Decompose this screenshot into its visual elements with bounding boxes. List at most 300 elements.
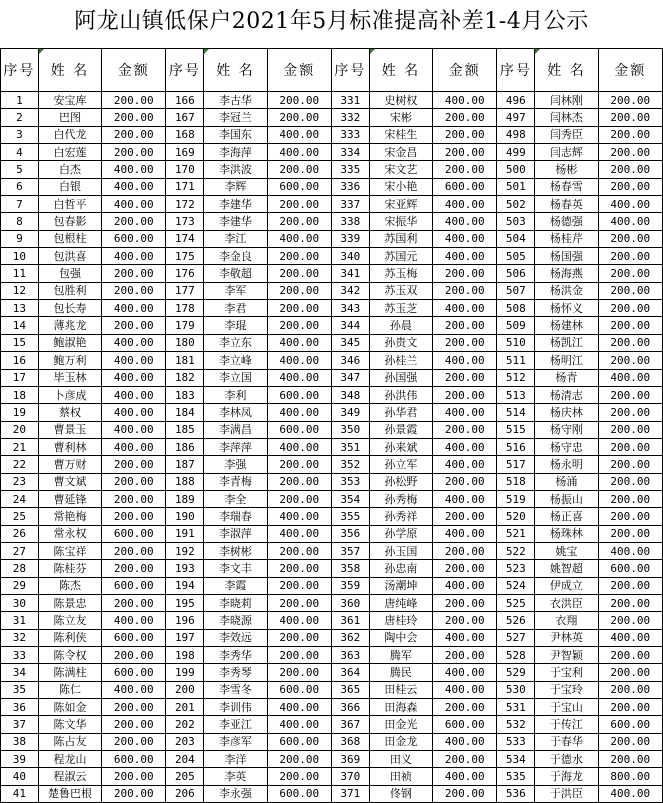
table-row	[1, 664, 663, 681]
seq-cell: 521	[497, 525, 535, 542]
seq-cell: 19	[1, 404, 39, 421]
name-cell: 孙晨	[369, 317, 432, 334]
table-row	[1, 647, 663, 664]
name-cell: 尹林英	[535, 629, 598, 646]
table-row	[1, 300, 663, 317]
seq-cell: 22	[1, 456, 39, 473]
name-cell: 陈令权	[38, 647, 101, 664]
seq-cell: 169	[166, 144, 204, 161]
seq-cell: 178	[166, 300, 204, 317]
name-cell: 腾军	[369, 647, 432, 664]
amount-cell: 200.00	[267, 490, 331, 507]
name-cell: 伊成立	[535, 577, 598, 594]
seq-cell: 506	[497, 265, 535, 282]
name-cell: 田金龙	[369, 733, 432, 750]
name-cell: 宋小艳	[369, 178, 432, 195]
amount-cell: 200.00	[102, 716, 166, 733]
header-cell-name: 姓 名	[204, 49, 267, 92]
amount-cell: 200.00	[267, 213, 331, 230]
name-cell: 李瑞春	[204, 508, 267, 525]
seq-cell: 516	[497, 438, 535, 455]
name-cell: 李文丰	[204, 560, 267, 577]
amount-cell: 400.00	[433, 352, 497, 369]
seq-cell: 366	[331, 699, 369, 716]
amount-cell: 400.00	[267, 126, 331, 143]
seq-cell: 33	[1, 647, 39, 664]
amount-cell: 400.00	[433, 768, 497, 785]
name-cell: 苏玉芝	[369, 300, 432, 317]
name-cell: 孙景霞	[369, 421, 432, 438]
name-cell: 衣翔	[535, 612, 598, 629]
name-cell: 陈立友	[38, 612, 101, 629]
seq-cell: 172	[166, 196, 204, 213]
name-cell: 杨珠林	[535, 525, 598, 542]
name-cell: 李金良	[204, 248, 267, 265]
name-cell: 包春影	[38, 213, 101, 230]
table-row	[1, 716, 663, 733]
amount-cell: 200.00	[102, 213, 166, 230]
seq-cell: 529	[497, 664, 535, 681]
name-cell: 宋文艺	[369, 161, 432, 178]
name-cell: 毕玉林	[38, 369, 101, 386]
amount-cell: 200.00	[433, 282, 497, 299]
seq-cell: 202	[166, 716, 204, 733]
name-cell: 孙贵文	[369, 334, 432, 351]
seq-cell: 168	[166, 126, 204, 143]
seq-cell: 175	[166, 248, 204, 265]
name-cell: 李洪波	[204, 161, 267, 178]
name-cell: 李晓源	[204, 612, 267, 629]
amount-cell: 200.00	[102, 560, 166, 577]
seq-cell: 17	[1, 369, 39, 386]
name-cell: 李军	[204, 282, 267, 299]
table-row	[1, 196, 663, 213]
amount-cell: 200.00	[267, 560, 331, 577]
amount-cell: 800.00	[598, 768, 662, 785]
amount-cell: 600.00	[267, 386, 331, 403]
seq-cell: 532	[497, 716, 535, 733]
name-cell: 苏玉双	[369, 282, 432, 299]
table-row	[1, 213, 663, 230]
seq-cell: 347	[331, 369, 369, 386]
amount-cell: 200.00	[433, 473, 497, 490]
seq-cell: 363	[331, 647, 369, 664]
name-cell: 陈仁	[38, 681, 101, 698]
amount-cell: 600.00	[267, 178, 331, 195]
name-cell: 李国东	[204, 126, 267, 143]
amount-cell: 600.00	[267, 785, 331, 802]
seq-cell: 348	[331, 386, 369, 403]
seq-cell: 196	[166, 612, 204, 629]
seq-cell: 1	[1, 92, 39, 109]
name-cell: 汤潮坤	[369, 577, 432, 594]
amount-cell: 200.00	[267, 768, 331, 785]
seq-cell: 185	[166, 421, 204, 438]
seq-cell: 345	[331, 334, 369, 351]
amount-cell: 400.00	[598, 542, 662, 559]
amount-cell: 200.00	[102, 317, 166, 334]
amount-cell: 200.00	[102, 109, 166, 126]
seq-cell: 182	[166, 369, 204, 386]
name-cell: 李海萍	[204, 144, 267, 161]
name-cell: 陈利侠	[38, 629, 101, 646]
seq-cell: 523	[497, 560, 535, 577]
header-cell-seq: 序号	[166, 49, 204, 92]
name-cell: 于海龙	[535, 768, 598, 785]
seq-cell: 353	[331, 473, 369, 490]
seq-cell: 331	[331, 92, 369, 109]
seq-cell: 338	[331, 213, 369, 230]
seq-cell: 335	[331, 161, 369, 178]
amount-cell: 200.00	[267, 196, 331, 213]
amount-cell: 400.00	[433, 404, 497, 421]
name-cell: 李建华	[204, 213, 267, 230]
name-cell: 曹利林	[38, 438, 101, 455]
header-cell-amount: 金额	[102, 49, 166, 92]
name-cell: 孙忠南	[369, 560, 432, 577]
name-cell: 于德水	[535, 751, 598, 768]
seq-cell: 41	[1, 785, 39, 802]
amount-cell: 200.00	[598, 612, 662, 629]
seq-cell: 525	[497, 594, 535, 611]
table-row	[1, 699, 663, 716]
seq-cell: 206	[166, 785, 204, 802]
seq-cell: 511	[497, 352, 535, 369]
amount-cell: 200.00	[433, 369, 497, 386]
seq-cell: 536	[497, 785, 535, 802]
amount-cell: 200.00	[433, 542, 497, 559]
seq-cell: 36	[1, 699, 39, 716]
name-cell: 杨春雪	[535, 178, 598, 195]
subsidy-table	[0, 48, 663, 803]
table-row	[1, 456, 663, 473]
seq-cell: 10	[1, 248, 39, 265]
seq-cell: 528	[497, 647, 535, 664]
seq-cell: 179	[166, 317, 204, 334]
name-cell: 李立国	[204, 369, 267, 386]
amount-cell: 400.00	[433, 438, 497, 455]
amount-cell: 200.00	[598, 230, 662, 247]
name-cell: 孙玉国	[369, 542, 432, 559]
name-cell: 宋振华	[369, 213, 432, 230]
name-cell: 宋桂生	[369, 126, 432, 143]
amount-cell: 200.00	[102, 473, 166, 490]
amount-cell: 200.00	[598, 317, 662, 334]
seq-cell: 14	[1, 317, 39, 334]
amount-cell: 400.00	[267, 369, 331, 386]
header-cell-seq: 序号	[497, 49, 535, 92]
name-cell: 李霞	[204, 577, 267, 594]
amount-cell: 200.00	[102, 265, 166, 282]
seq-cell: 194	[166, 577, 204, 594]
name-cell: 常永权	[38, 525, 101, 542]
seq-cell: 176	[166, 265, 204, 282]
seq-cell: 341	[331, 265, 369, 282]
table-row	[1, 317, 663, 334]
seq-cell: 187	[166, 456, 204, 473]
name-cell: 姚宝	[535, 542, 598, 559]
seq-cell: 37	[1, 716, 39, 733]
seq-cell: 512	[497, 369, 535, 386]
amount-cell: 200.00	[598, 681, 662, 698]
name-cell: 杨清志	[535, 386, 598, 403]
seq-cell: 352	[331, 456, 369, 473]
seq-cell: 35	[1, 681, 39, 698]
seq-cell: 205	[166, 768, 204, 785]
name-cell: 包胜利	[38, 282, 101, 299]
table-row	[1, 438, 663, 455]
name-cell: 包根柱	[38, 230, 101, 247]
amount-cell: 200.00	[598, 647, 662, 664]
name-cell: 孙秀祥	[369, 508, 432, 525]
seq-cell: 198	[166, 647, 204, 664]
name-cell: 李林凤	[204, 404, 267, 421]
seq-cell: 11	[1, 265, 39, 282]
seq-cell: 500	[497, 161, 535, 178]
name-cell: 杨守忠	[535, 438, 598, 455]
amount-cell: 200.00	[598, 109, 662, 126]
seq-cell: 184	[166, 404, 204, 421]
amount-cell: 200.00	[102, 768, 166, 785]
name-cell: 李全	[204, 490, 267, 507]
seq-cell: 343	[331, 300, 369, 317]
seq-cell: 200	[166, 681, 204, 698]
seq-cell: 515	[497, 421, 535, 438]
seq-cell: 38	[1, 733, 39, 750]
name-cell: 杨桂芹	[535, 230, 598, 247]
amount-cell: 200.00	[433, 785, 497, 802]
name-cell: 孙秀梅	[369, 490, 432, 507]
name-cell: 李英	[204, 768, 267, 785]
name-cell: 曹延锋	[38, 490, 101, 507]
amount-cell: 200.00	[598, 438, 662, 455]
name-cell: 李秀华	[204, 647, 267, 664]
amount-cell: 400.00	[102, 404, 166, 421]
seq-cell: 2	[1, 109, 39, 126]
seq-cell: 28	[1, 560, 39, 577]
amount-cell: 400.00	[267, 230, 331, 247]
amount-cell: 200.00	[433, 109, 497, 126]
amount-cell: 400.00	[433, 300, 497, 317]
amount-cell: 400.00	[267, 144, 331, 161]
seq-cell: 517	[497, 456, 535, 473]
amount-cell: 600.00	[433, 716, 497, 733]
name-cell: 闫林杰	[535, 109, 598, 126]
amount-cell: 200.00	[267, 751, 331, 768]
amount-cell: 400.00	[598, 369, 662, 386]
amount-cell: 200.00	[598, 92, 662, 109]
seq-cell: 349	[331, 404, 369, 421]
name-cell: 杨守刚	[535, 421, 598, 438]
seq-cell: 199	[166, 664, 204, 681]
name-cell: 鲍万利	[38, 352, 101, 369]
seq-cell: 195	[166, 594, 204, 611]
amount-cell: 200.00	[433, 699, 497, 716]
amount-cell: 200.00	[598, 404, 662, 421]
name-cell: 李敬超	[204, 265, 267, 282]
amount-cell: 200.00	[433, 265, 497, 282]
name-cell: 蔡权	[38, 404, 101, 421]
seq-cell: 359	[331, 577, 369, 594]
table-row	[1, 109, 663, 126]
name-cell: 李建华	[204, 196, 267, 213]
name-cell: 杨庆林	[535, 404, 598, 421]
table-row	[1, 560, 663, 577]
seq-cell: 23	[1, 473, 39, 490]
amount-cell: 400.00	[102, 248, 166, 265]
amount-cell: 600.00	[267, 681, 331, 698]
table-row	[1, 92, 663, 109]
seq-cell: 534	[497, 751, 535, 768]
seq-cell: 12	[1, 282, 39, 299]
table-row	[1, 126, 663, 143]
amount-cell: 200.00	[433, 421, 497, 438]
amount-cell: 200.00	[598, 352, 662, 369]
amount-cell: 200.00	[102, 92, 166, 109]
amount-cell: 200.00	[267, 594, 331, 611]
amount-cell: 200.00	[267, 317, 331, 334]
amount-cell: 200.00	[598, 265, 662, 282]
seq-cell: 519	[497, 490, 535, 507]
seq-cell: 337	[331, 196, 369, 213]
name-cell: 于洪臣	[535, 785, 598, 802]
seq-cell: 496	[497, 92, 535, 109]
name-cell: 孙来斌	[369, 438, 432, 455]
amount-cell: 200.00	[433, 386, 497, 403]
table-row	[1, 369, 663, 386]
seq-cell: 340	[331, 248, 369, 265]
name-cell: 李树彬	[204, 542, 267, 559]
seq-cell: 364	[331, 664, 369, 681]
table-row	[1, 629, 663, 646]
amount-cell: 200.00	[433, 647, 497, 664]
amount-cell: 200.00	[598, 300, 662, 317]
seq-cell: 173	[166, 213, 204, 230]
amount-cell: 200.00	[102, 785, 166, 802]
seq-cell: 197	[166, 629, 204, 646]
seq-cell: 508	[497, 300, 535, 317]
name-cell: 史树权	[369, 92, 432, 109]
table-row	[1, 612, 663, 629]
amount-cell: 200.00	[598, 421, 662, 438]
name-cell: 田祯	[369, 768, 432, 785]
name-cell: 杨涌	[535, 473, 598, 490]
seq-cell: 497	[497, 109, 535, 126]
name-cell: 白哲平	[38, 196, 101, 213]
seq-cell: 371	[331, 785, 369, 802]
table-row	[1, 768, 663, 785]
amount-cell: 400.00	[102, 386, 166, 403]
header-cell-seq: 序号	[331, 49, 369, 92]
name-cell: 李雪冬	[204, 681, 267, 698]
amount-cell: 200.00	[598, 144, 662, 161]
amount-cell: 200.00	[267, 265, 331, 282]
name-cell: 包洪喜	[38, 248, 101, 265]
amount-cell: 400.00	[267, 612, 331, 629]
seq-cell: 9	[1, 230, 39, 247]
amount-cell: 200.00	[598, 490, 662, 507]
seq-cell: 370	[331, 768, 369, 785]
name-cell: 杨彬	[535, 161, 598, 178]
document-title: 阿龙山镇低保户2021年5月标准提高补差1-4月公示	[74, 9, 589, 34]
amount-cell: 200.00	[598, 594, 662, 611]
table-row	[1, 282, 663, 299]
amount-cell: 600.00	[267, 421, 331, 438]
amount-cell: 400.00	[267, 438, 331, 455]
amount-cell: 400.00	[267, 716, 331, 733]
amount-cell: 600.00	[102, 664, 166, 681]
name-cell: 鲍淑艳	[38, 334, 101, 351]
amount-cell: 200.00	[598, 282, 662, 299]
seq-cell: 530	[497, 681, 535, 698]
name-cell: 于宝玲	[535, 681, 598, 698]
amount-cell: 400.00	[267, 699, 331, 716]
amount-cell: 400.00	[267, 334, 331, 351]
name-cell: 陈景忠	[38, 594, 101, 611]
seq-cell: 204	[166, 751, 204, 768]
seq-cell: 332	[331, 109, 369, 126]
name-cell: 程龙山	[38, 751, 101, 768]
amount-cell: 400.00	[102, 438, 166, 455]
amount-cell: 200.00	[598, 664, 662, 681]
amount-cell: 200.00	[598, 699, 662, 716]
amount-cell: 600.00	[102, 230, 166, 247]
amount-cell: 200.00	[598, 733, 662, 750]
amount-cell: 600.00	[102, 751, 166, 768]
amount-cell: 200.00	[433, 612, 497, 629]
seq-cell: 334	[331, 144, 369, 161]
name-cell: 杨凯江	[535, 334, 598, 351]
seq-cell: 180	[166, 334, 204, 351]
name-cell: 陶中会	[369, 629, 432, 646]
seq-cell: 533	[497, 733, 535, 750]
table-row	[1, 733, 663, 750]
seq-cell: 13	[1, 300, 39, 317]
amount-cell: 200.00	[102, 733, 166, 750]
name-cell: 衣洪臣	[535, 594, 598, 611]
name-cell: 杨德强	[535, 213, 598, 230]
name-cell: 李永强	[204, 785, 267, 802]
seq-cell: 20	[1, 421, 39, 438]
table-row	[1, 386, 663, 403]
amount-cell: 200.00	[598, 473, 662, 490]
name-cell: 尹智颖	[535, 647, 598, 664]
amount-cell: 400.00	[267, 404, 331, 421]
seq-cell: 18	[1, 386, 39, 403]
name-cell: 程淑云	[38, 768, 101, 785]
seq-cell: 39	[1, 751, 39, 768]
name-cell: 李青梅	[204, 473, 267, 490]
name-cell: 包强	[38, 265, 101, 282]
name-cell: 杨春英	[535, 196, 598, 213]
amount-cell: 200.00	[433, 508, 497, 525]
name-cell: 苏国利	[369, 230, 432, 247]
amount-cell: 400.00	[433, 629, 497, 646]
amount-cell: 200.00	[102, 282, 166, 299]
name-cell: 巴图	[38, 109, 101, 126]
seq-cell: 510	[497, 334, 535, 351]
name-cell: 李强	[204, 456, 267, 473]
table-row	[1, 178, 663, 195]
seq-cell: 15	[1, 334, 39, 351]
amount-cell: 600.00	[433, 178, 497, 195]
name-cell: 白银	[38, 178, 101, 195]
header-cell-amount: 金额	[598, 49, 662, 92]
seq-cell: 505	[497, 248, 535, 265]
seq-cell: 29	[1, 577, 39, 594]
seq-cell: 201	[166, 699, 204, 716]
seq-cell: 32	[1, 629, 39, 646]
